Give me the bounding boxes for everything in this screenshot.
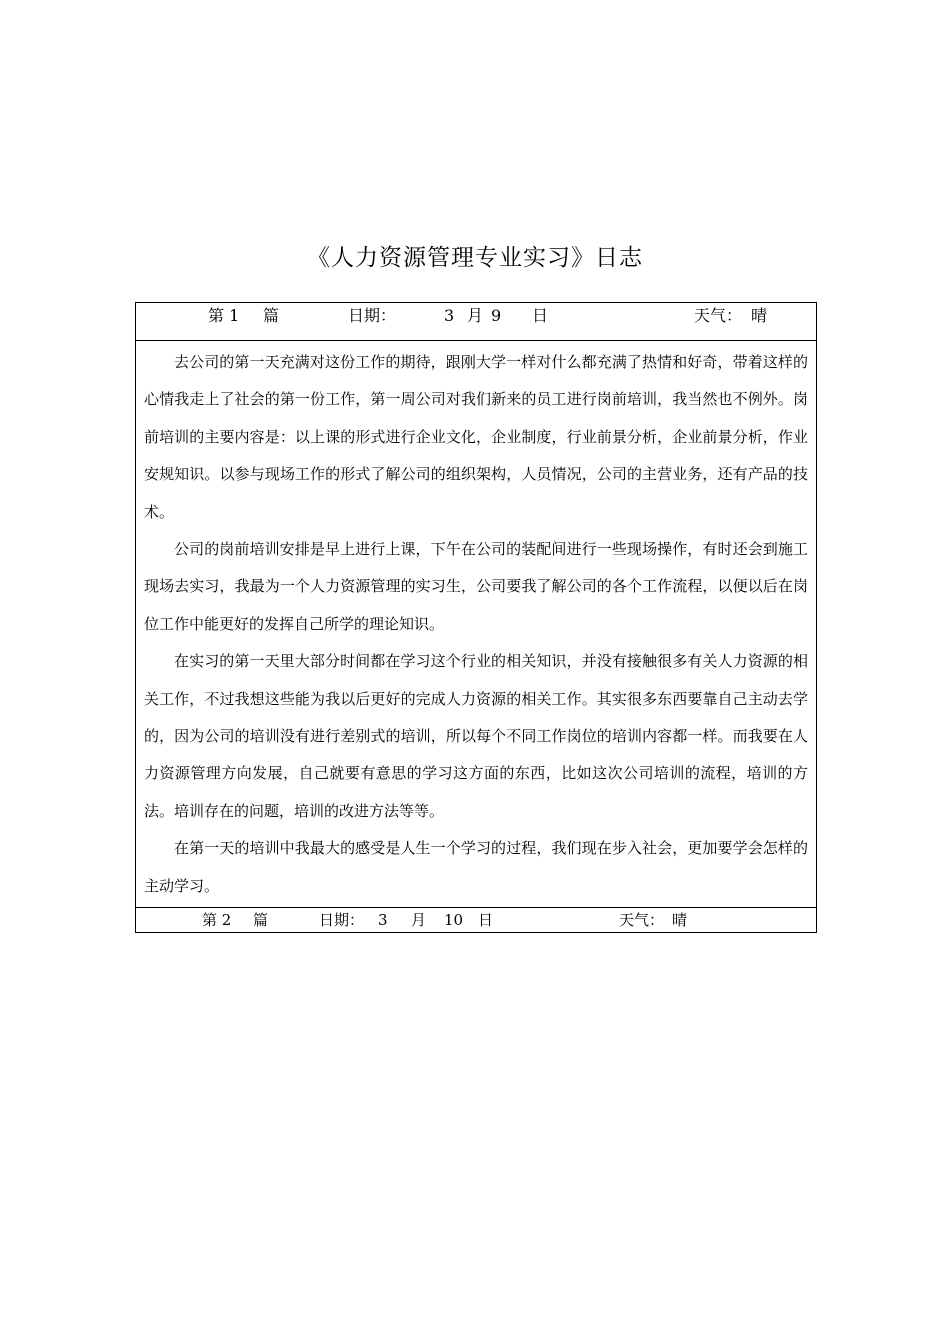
log-table <box>135 302 817 933</box>
entry-1-date-label: 日期： <box>348 306 397 325</box>
entry-2-day-unit: 日 <box>478 911 494 930</box>
entry-2-index: 第 2 <box>202 911 232 930</box>
entry-2-month: 3 <box>378 911 388 930</box>
entry-1-month: 3 <box>444 306 455 325</box>
entry-1-index-unit: 篇 <box>263 306 280 325</box>
entry-1-paragraph-1: 去公司的第一天充满对这份工作的期待，跟刚大学一样对什么都充满了热情和好奇，带着这样的心情我走上了社会的第一份工作，第一周公司对我们新来的员工进行岗前培训，我当然也不例外。岗前培训的主要内容是：以上课的形式进行企业文化，企业制度，行业前景分析，企业前景分析，作业安规知识。以参与现场工作的形式了解公司的组织架构，人员情况，公司的主营业务，还有产品的技术。 <box>144 353 808 521</box>
entry-2-weather-value: 晴 <box>672 911 688 930</box>
entry-1-paragraph-4: 在第一天的培训中我最大的感受是人生一个学习的过程，我们现在步入社会，更加要学会怎样的主动学习。 <box>144 839 808 895</box>
entry-1-weather-value: 晴 <box>751 306 768 325</box>
entry-1-day-unit: 日 <box>532 306 549 325</box>
entry-1-paragraph-3: 在实习的第一天里大部分时间都在学习这个行业的相关知识，并没有接触很多有关人力资源的相关工作，不过我想这些能为我以后更好的完成人力资源的相关工作。其实很多东西要靠自己主动去学的，因为公司的培训没有进行差别式的培训，所以每个不同工作岗位的培训内容都一样。而我要在人力资源管理方向发展，自己就要有意思的学习这方面的东西，比如这次公司培训的流程，培训的方法。培训存在的问题，培训的改进方法等等。 <box>144 652 808 820</box>
entry-1-weather-label: 天气： <box>694 306 743 325</box>
entry-1-header <box>136 303 816 341</box>
entry-2-month-unit: 月 <box>411 911 427 930</box>
entry-1-paragraph-2: 公司的岗前培训安排是早上进行上课，下午在公司的装配间进行一些现场操作，有时还会到施工现场去实习，我最为一个人力资源管理的实习生，公司要我了解公司的各个工作流程，以便以后在岗位工作中能更好的发挥自己所学的理论知识。 <box>144 540 808 633</box>
entry-2-header <box>136 908 816 932</box>
entry-1-month-unit: 月 <box>467 306 484 325</box>
entry-1-index: 第 1 <box>208 306 240 325</box>
entry-2-day: 10 <box>444 911 464 930</box>
document-title: 《人力资源管理专业实习》日志 <box>307 245 643 271</box>
entry-2-index-unit: 篇 <box>253 911 269 930</box>
entry-1-body <box>136 341 816 908</box>
entry-1-day: 9 <box>491 306 502 325</box>
entry-2-weather-label: 天气： <box>619 911 665 930</box>
entry-2-date-label: 日期： <box>319 911 365 930</box>
